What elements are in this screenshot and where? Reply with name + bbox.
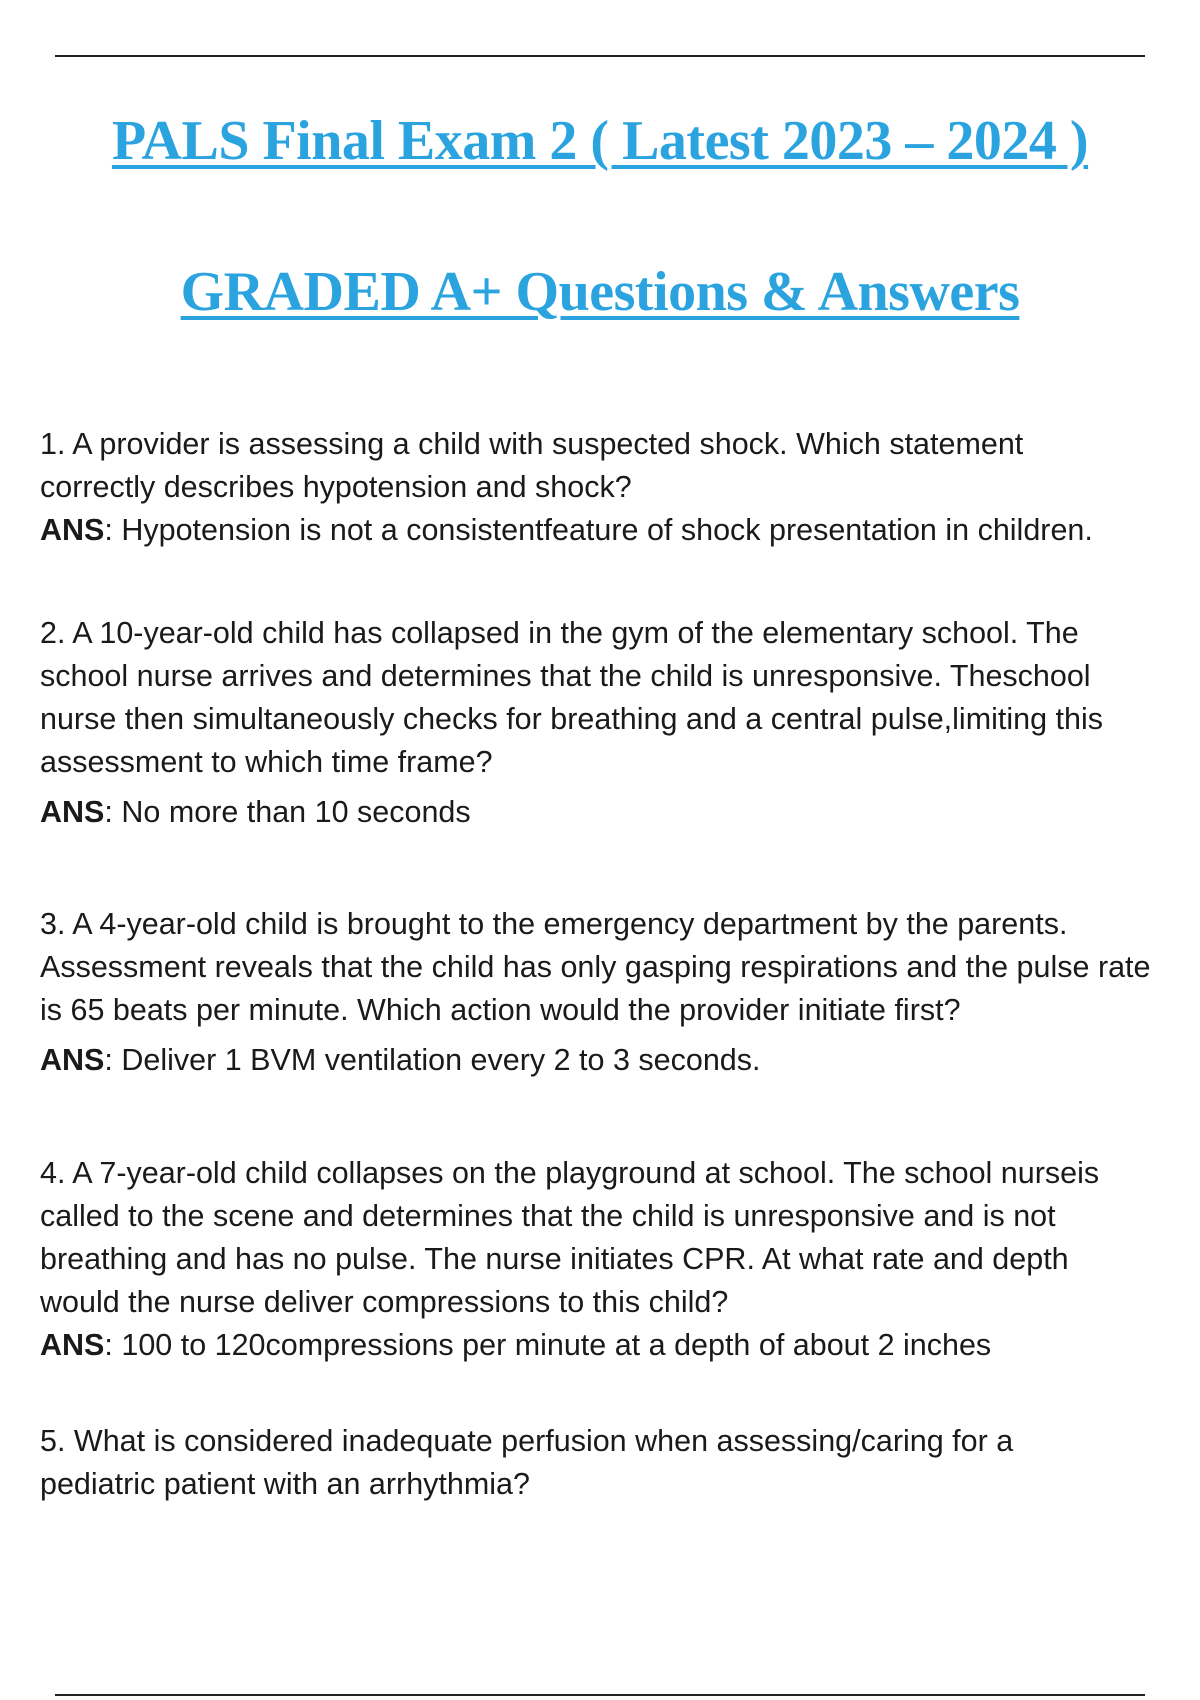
answer-text: 100 to 120compressions per minute at a depth of about 2 inches [121,1328,992,1362]
answer-text: Deliver 1 BVM ventilation every 2 to 3 seconds. [121,1043,761,1077]
answer-label: ANS [40,1328,105,1362]
top-divider [55,55,1145,57]
answer-line: ANS: Deliver 1 BVM ventilation every 2 to 3 seconds. [40,1043,761,1077]
answer-text: No more than 10 seconds [121,795,471,829]
answer-line: ANS: No more than 10 seconds [40,795,471,829]
question-block-4 [40,1152,1170,1367]
question-text: 3. A 4-year-old child is brought to the emergency department by the parents. Assessment reveals that the child has only gasping respirations and the pulse rate is 65 beats per minute. Which action would the provider initiate first? [40,907,1151,1027]
question-text: 2. A 10-year-old child has collapsed in the gym of the elementary school. The school nurse arrives and determines that the child is unresponsive. Theschool nurse then simultaneously checks for breathing and a central pulse,limiting this assessment to which time frame? [40,616,1103,779]
question-text: 5. What is considered inadequate perfusion when assessing/caring for a pediatric patient with an arrhythmia? [40,1424,1014,1501]
question-block-3 [40,903,1170,1082]
bottom-divider [55,1694,1145,1696]
question-block-1 [40,423,1170,552]
page-title-line-1: PALS Final Exam 2 ( Latest 2023 – 2024 ) [111,110,1089,172]
question-text: 1. A provider is assessing a child with suspected shock. Which statement correctly describes hypotension and shock? [40,427,1024,504]
question-block-2 [40,612,1170,834]
answer-line: ANS: 100 to 120compressions per minute at a depth of about 2 inches [40,1328,992,1362]
question-block-5 [40,1420,1170,1506]
answer-label: ANS [40,513,105,547]
answer-line: ANS: Hypotension is not a consistentfeature of shock presentation in children. [40,513,1093,547]
page-title-line-2: GRADED A+ Questions & Answers [180,261,1020,323]
answer-label: ANS [40,795,105,829]
answer-text: Hypotension is not a consistentfeature of shock presentation in children. [121,513,1093,547]
answer-label: ANS [40,1043,105,1077]
question-text: 4. A 7-year-old child collapses on the playground at school. The school nurseis called to the scene and determines that the child is unresponsive and is not breathing and has no pulse. The nurse initiates CPR. At what rate and depth would the nurse deliver compressions to this child? [40,1156,1100,1319]
